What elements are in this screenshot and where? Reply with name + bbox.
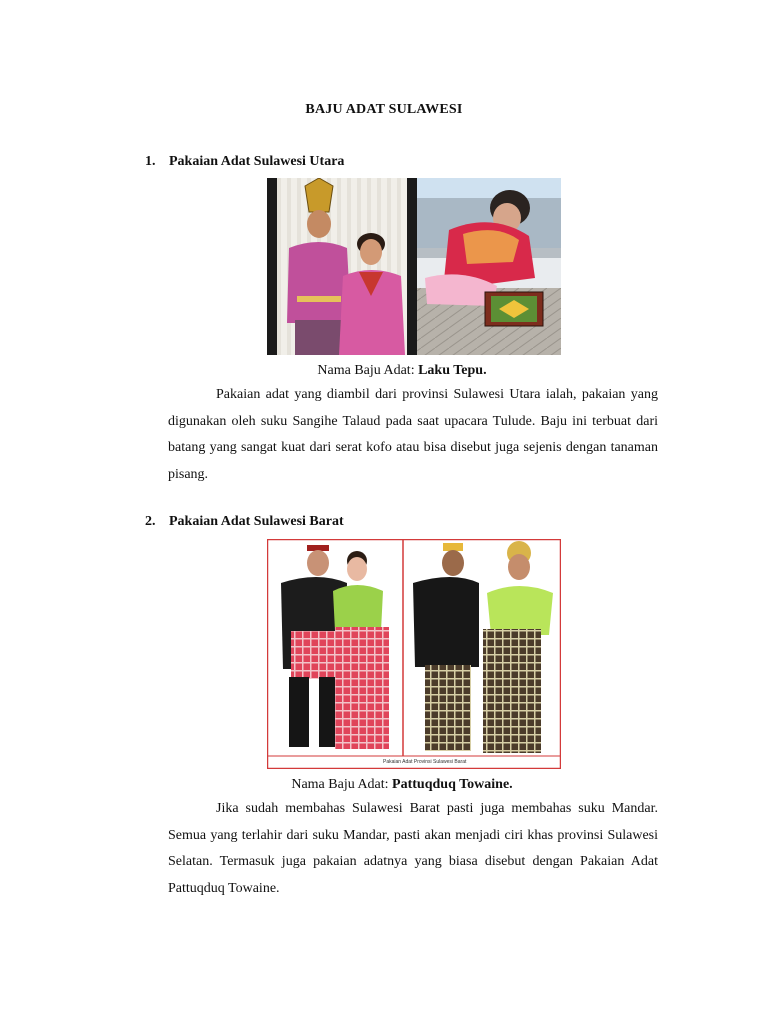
section-2-name-line (0, 777, 768, 793)
section-1-number: 1. (145, 154, 156, 169)
section-2-name-value: Pattuqduq Towaine. (392, 777, 513, 792)
section-2-number: 2. (145, 514, 156, 529)
section-1-name-label: Nama Baju Adat: (317, 363, 415, 378)
section-1-paragraph (168, 382, 658, 488)
section-1-heading (145, 154, 344, 170)
section-2-name-label: Nama Baju Adat: (291, 777, 389, 792)
section-1-photo (267, 178, 561, 355)
section-2-paragraph-text: Jika sudah membahas Sulawesi Barat pasti juga membahas suku Mandar. Semua yang terlahir dari suku Mandar, pasti akan menjadi ciri khas provinsi Sulawesi Selatan. Termasuk juga pakaian adatnya yang biasa disebut dengan Pakaian Adat Pattuqduq Towaine. (168, 801, 658, 896)
section-2-photo-drawing (267, 539, 561, 769)
section-2-paragraph (168, 796, 658, 902)
section-1-heading-text: Pakaian Adat Sulawesi Utara (169, 154, 345, 169)
section-1-paragraph-text: Pakaian adat yang diambil dari provinsi Sulawesi Utara ialah, pakaian yang digunakan oleh suku Sangihe Talaud pada saat upacara Tulude. Baju ini terbuat dari batang yang sangat kuat dari serat kofo atau bisa disebut juga sejenis dengan tanaman pisang. (168, 387, 658, 482)
section-2-photo (267, 539, 561, 769)
document-title: BAJU ADAT SULAWESI (305, 102, 463, 117)
section-2-heading (145, 514, 344, 530)
section-1-name-value: Laku Tepu. (418, 363, 487, 378)
section-1-name-line (0, 363, 768, 379)
section-2-photo-caption: Pakaian Adat Provinsi Sulawesi Barat (383, 759, 467, 765)
section-2-heading-text: Pakaian Adat Sulawesi Barat (169, 514, 344, 529)
section-1-photo-drawing (267, 178, 561, 355)
